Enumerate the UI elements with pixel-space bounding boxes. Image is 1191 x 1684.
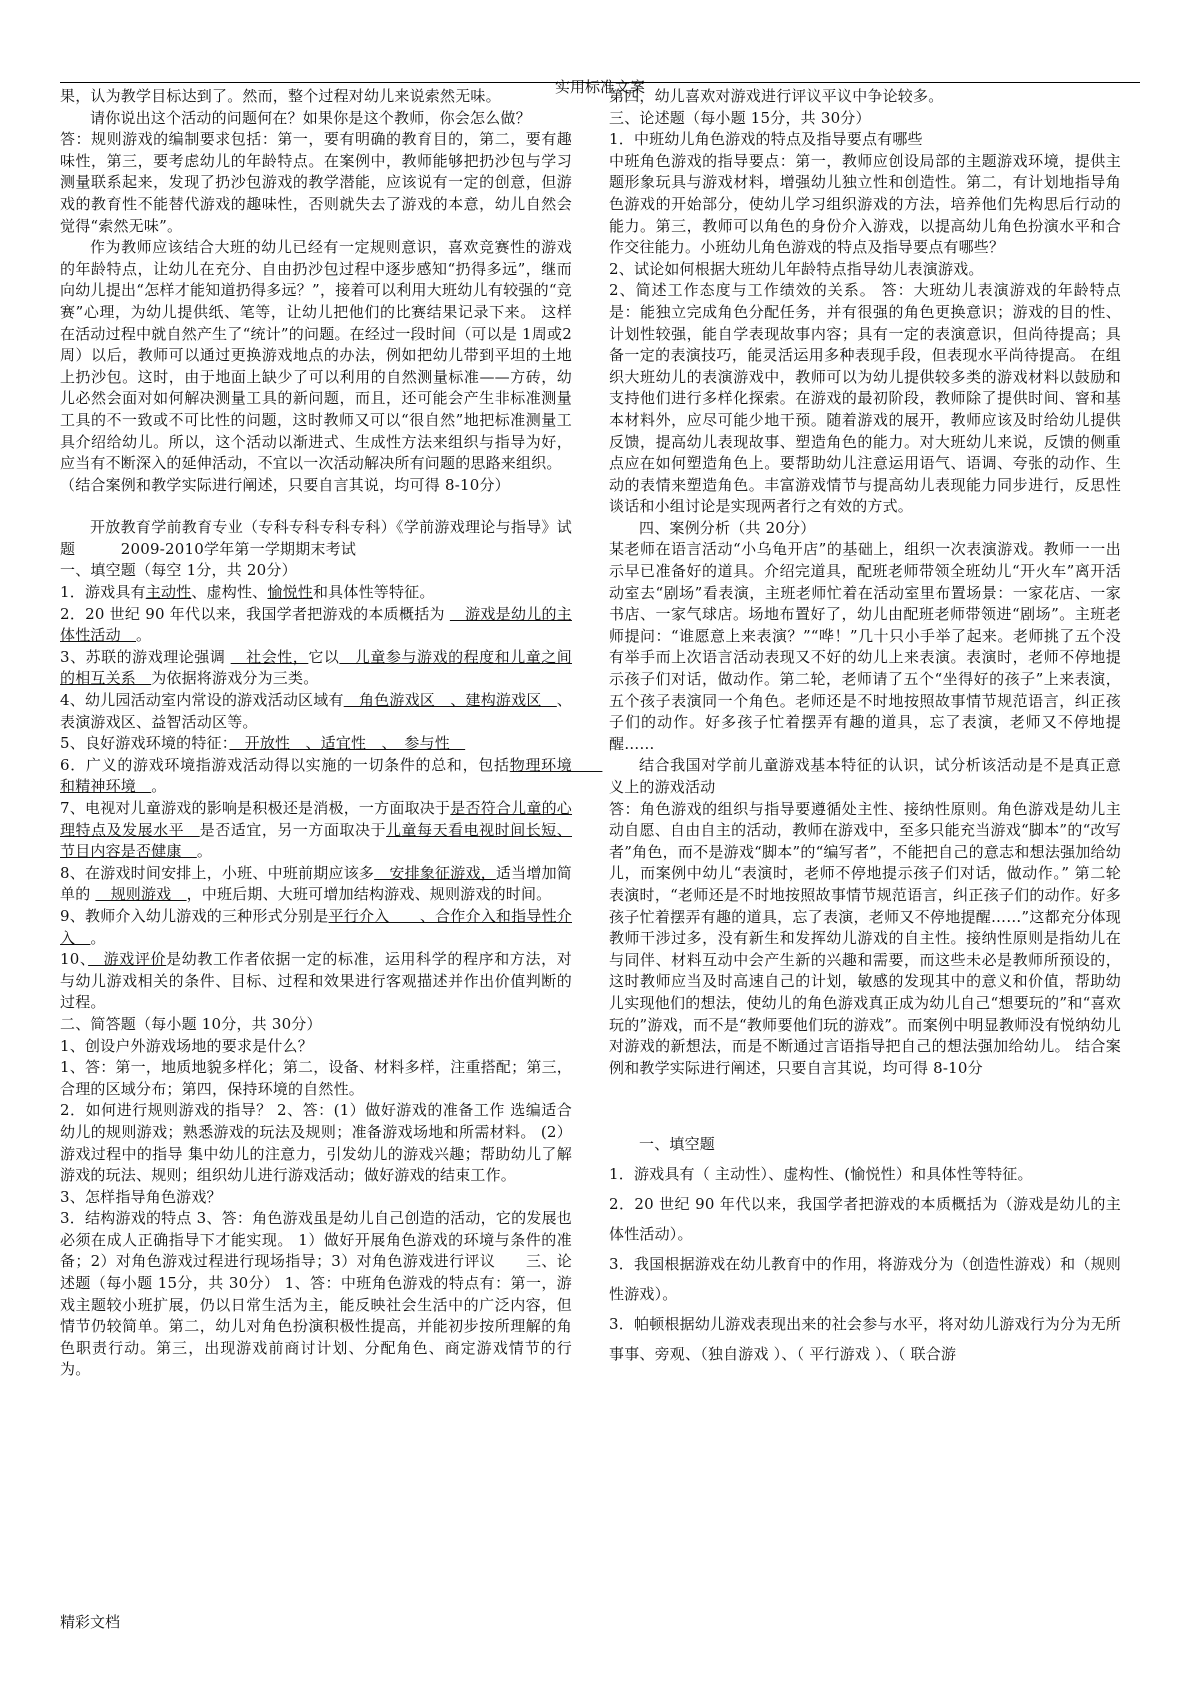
item-text: 和具体性等特征。 — [312, 583, 435, 602]
item-text: 是幼教工作者依据一定的标准，运用科学的程序和方法，对与幼儿游戏相关的条件、目标、过程和效果进行客观描述并作出价值判断的过程。 — [60, 950, 572, 1012]
fill-item — [60, 604, 572, 647]
answer-blank: 游戏是幼儿的主体性活动 — [60, 604, 572, 645]
grading-note: （结合案例和教学实际进行阐述，只要自言其说，均可得 8-10分） — [60, 475, 510, 494]
spacer — [60, 496, 572, 517]
fill-item — [60, 690, 572, 733]
answer: 答：规则游戏的编制要求包括：第一，要有明确的教育目的，第二，要有趣味性，第三，要考虑幼儿的年龄特点。在案例中，教师能够把扔沙包与学习测量联系起来，发现了扔沙包游戏的教学潜能，应该说有一定的创意，但游戏的教育性不能替代游戏的趣味性，否则就失去了游戏的本意，幼儿自然会觉得“索然无味”。 — [60, 130, 572, 235]
fill-item: 1．游戏具有（ 主动性）、虚构性、(愉悦性）和具体性等特征。 — [609, 1165, 1033, 1184]
answer: 2、简述工作态度与工作绩效的关系。 答：大班幼儿表演游戏的年龄特点是：能独立完成角色分配任务，并有很强的角色更换意识；游戏的目的性、计划性较强，能自学表现故事内容；具有一定的表演意识，但尚待提高；具备一定的表演技巧，能灵活运用多种表现手段，但表现水平尚待提高。 在组织大班幼儿的表演游戏中，教师可以为幼儿提供较多类的游戏材料以鼓励和支持他们进行多样化探索。在游戏的最初阶段，教师除了提供时间、窨和基本材料外，应尽可能少地干预。随着游戏的展开，教师应该及时给幼儿提供反馈，提高幼儿表现故事、塑造角色的能力。对大班幼儿来说，反馈的侧重点应在如何塑造角色上。要帮助幼儿注意运用语气、语调、夸张的动作、生动的表情来塑造角色。丰富游戏情节与提高幼儿表现能力同步进行，反思性谈话和小组讨论是实现两者行之有效的方式。 — [609, 281, 1121, 516]
exam-title: 开放教育学前教育专业（专科专科专科专科）《学前游戏理论与指导》试题 2009-2010学年第一学期期末考试 — [60, 518, 572, 558]
answer-blank: 规则游戏 — [95, 885, 187, 904]
fill-item — [60, 906, 572, 949]
question: 结合我国对学前儿童游戏基本特征的认识，试分析该活动是不是真正意义上的游戏活动 — [609, 756, 1121, 796]
question: 1、创设户外游戏场地的要求是什么？ — [60, 1036, 313, 1055]
answer-blank: 平行介入 、合作介入和指导性介入 — [60, 906, 572, 947]
item-text: 它以 — [308, 647, 340, 666]
answer-blank: 游戏评价 — [88, 950, 167, 969]
answer-blank: 安排象征游戏， — [374, 863, 496, 882]
spacer — [609, 1079, 1121, 1129]
answer: 作为教师应该结合大班的幼儿已经有一定规则意识，喜欢竞赛性的游戏的年龄特点，让幼儿在充分、自由扔沙包过程中逐步感知“扔得多远”，继而向幼儿提出“怎样才能知道扔得多远？”，接着可以利用大班幼儿有较强的“竞赛”心理，为幼儿提供纸、笔等，让幼儿把他们的比赛结果记录下来。 这样在活动过程中就自然产生了“统计”的问题。在经过一段时间（可以是 1周或2周）以后，教师可以通过更换游戏地点的办法，例如把幼儿带到平坦的土地上扔沙包。这时，由于地面上缺少了可以利用的自然测量标准——方砖，幼儿必然会面对如何解决测量工具的新问题，而且，还可能会产生非标准测量工具的不一致或不可比性的问题，这时教师又可以“很自然”地把标准测量工具介绍给幼儿。所以，这个活动以渐进式、生成性方法来组织与指导为好，应当有不断深入的延伸活动，不宜以一次活动解决所有问题的思路来组织。 — [60, 238, 572, 473]
question: 请你说出这个活动的问题何在？如果你是这个教师，你会怎么做？ — [90, 108, 531, 127]
item-text: 7、电视对儿童游戏的影响是积极还是消极，一方面取决于 — [60, 799, 451, 817]
item-text: 适当增加简单的 — [60, 863, 572, 904]
item-text: 。 — [151, 777, 167, 796]
question: 3、怎样指导角色游戏？ — [60, 1187, 222, 1206]
item-text: 、表演游戏区、益智活动区等。 — [60, 691, 572, 731]
answer-blank: 角色游戏区 、建构游戏区 — [343, 691, 557, 710]
answer: 中班角色游戏的指导要点：第一，教师应创设局部的主题游戏环境，提供主题形象玩具与游戏材料，增强幼儿独立性和创造性。第二，有计划地指导角色游戏的开始部分，使幼儿学习组织游戏的方法，培养他们先构思后行动的能力。第三，教师可以角色的身份介入游戏，以提高幼儿角色扮演水平和合作交往能力。小班幼儿角色游戏的特点及指导要点有哪些？ — [609, 151, 1121, 257]
answer-blank: 物理环境 和精神环境 — [60, 755, 603, 796]
answer-blank: 开放性 、适宜性 、 参与性 — [229, 734, 466, 753]
item-text: 为依据将游戏分为三类。 — [151, 669, 319, 688]
item-text: 5、良好游戏环境的特征： — [60, 734, 230, 753]
item-text: 。 — [196, 842, 213, 861]
fill-item — [60, 755, 603, 798]
answer-blank: 社会性， — [230, 647, 309, 666]
item-text: 2．20 世纪 90 年代以来，我国学者把游戏的本质概括为 — [60, 604, 450, 623]
page-footer: 精彩文档 — [60, 1613, 121, 1631]
answer: 3．结构游戏的特点 3、答：角色游戏虽是幼儿自己创造的活动，它的发展也必须在成人正确指导下才能实现。 1）做好开展角色游戏的环境与条件的准备；2）对角色游戏过程进行现场指导；3）对角色游戏进行评议 三、论述题（每小题 15分，共 30分） 1、答：中班角色游戏的特点有：第一，游戏主题较小班扩展，仍以日常生活为主，能反映社会生活中的广泛内容，但情节仍较简单。第二，幼儿对角色扮演积极性提高，并能初步按所理解的角色职责行动。第三，出现游戏前商讨计划、分配角色、商定游戏情节的行为。 — [60, 1209, 572, 1379]
item-text: 8、在游戏时间安排上，小班、中班前期应该多 — [60, 863, 375, 882]
right-column — [609, 86, 1121, 1369]
question: 1．中班幼儿角色游戏的特点及指导要点有哪些 — [609, 130, 923, 149]
answer-blank: 儿童参与游戏的程度和儿童之间的相互关系 — [60, 647, 572, 688]
section-heading: 二、简答题（每小题 10分，共 30分） — [60, 1014, 322, 1033]
section-heading: 四、案例分析（共 20分） — [639, 518, 816, 537]
fill-item — [60, 582, 572, 604]
header-divider — [60, 82, 1140, 83]
item-text: 10、 — [60, 950, 89, 969]
fill-item: 3．帕顿根据幼儿游戏表现出来的社会参与水平，将对幼儿游戏行为分为无所事事、旁观、（独自游戏 ）、（ 平行游戏 ）、（ 联合游 — [609, 1315, 1121, 1364]
answer-blank: 是否符合儿童的心理特点及发展水平 — [60, 799, 573, 839]
fill-item: 3．我国根据游戏在幼儿教育中的作用，将游戏分为（创造性游戏）和（规则性游戏）。 — [609, 1255, 1121, 1304]
section-heading: 三、论述题（每小题 15分，共 30分） — [609, 108, 871, 127]
page-header: 实用标准文案 — [554, 78, 645, 96]
answer-blank: 儿童每天看电视时间长短、节目内容是否健康 — [60, 820, 572, 861]
item-text: 是否适宜，另一方面取决于 — [199, 820, 387, 839]
fill-item — [60, 647, 572, 690]
fill-item — [60, 949, 572, 1014]
item-text: ，中班后期、大班可增加结构游戏、规则游戏的时间。 — [186, 885, 552, 904]
item-text: 4、幼儿园活动室内常设的游戏活动区域有 — [60, 691, 344, 710]
left-column — [60, 86, 603, 1381]
case-description: 某老师在语言活动“小乌龟开店”的基础上，组织一次表演游戏。教师一一出示早已准备好的道具。介绍完道具，配班老师带领全班幼儿“开火车”离开活动室去“剧场”看表演，主班老师忙着在活动室里布置场景：一家花店、一家书店、一家气球店。场地布置好了，幼儿由配班老师带领进“剧场”。主班老师提问：“谁愿意上来表演？”“哗！”几十只小手举了起来。老师挑了五个没有举手而上次语言活动表现又不好的幼儿上来表演。表演时，老师不停地提示孩子们对话，做动作。第二轮，老师请了五个“坐得好的孩子”上来表演，五个孩子表演同一个角色。老师还是不时地按照故事情节规范语言，纠正孩子们的动作。好多孩子忙着摆弄有趣的道具，忘了表演，老师又不停地提醒…… — [609, 540, 1121, 753]
answer-blank: 愉悦性 — [267, 583, 313, 602]
paragraph: 果，认为教学目标达到了。然而，整个过程对幼儿来说索然无味。 — [60, 87, 501, 105]
item-text: 9、教师介入幼儿游戏的三种形式分别是 — [60, 906, 329, 925]
section-heading: 一、填空题（每空 1分，共 20分） — [60, 561, 297, 580]
item-text: 6．广义的游戏环境指游戏活动得以实施的一切条件的总和，包括 — [60, 755, 510, 774]
paragraph: 第四，幼儿喜欢对游戏进行评议平议中争论较多。 — [609, 87, 944, 105]
fill-item — [60, 733, 572, 755]
item-text: 3、苏联的游戏理论强调 — [60, 647, 231, 666]
answer: 答：角色游戏的组织与指导要遵循处主性、接纳性原则。角色游戏是幼儿主动自愿、自由自主的活动，教师在游戏中，至多只能充当游戏“脚本”的“改写者”角色，而不是游戏“脚本”的“编写者”，不能把自己的意志和想法强加给幼儿，而案例中幼儿“表演时，老师不停地提示孩子们对话，做动作。” 第二轮表演时，“老师还是不时地按照故事情节规范语言，纠正孩子们的动作。好多孩子忙着摆弄有趣的道具，忘了表演，老师又不停地提醒……”这都充分体现教师干涉过多，没有新生和发挥幼儿游戏的自主性。接纳性原则是指幼儿在与同伴、材料互动中会产生新的兴趣和需要，而这些未必是教师所预设的，这时教师应当及时高速自己的计划，敏感的发现其中的意义和价值，帮助幼儿实现他们的想法，使幼儿的角色游戏真正成为幼儿自己“想要玩的”和“喜欢玩的”游戏，而不是“教师要他们玩的游戏”。而案例中明显教师没有悦纳幼儿对游戏的新想法，而是不断通过言语指导把自己的想法强加给幼儿。 结合案例和教学实际进行阐述，只要自言其说，均可得 8-10分 — [609, 799, 1121, 1077]
item-text: 。 — [136, 626, 152, 645]
fill-item — [60, 863, 572, 906]
item-text: 。 — [90, 928, 106, 947]
section-heading: 一、填空题 — [639, 1135, 716, 1154]
fill-item — [60, 798, 572, 863]
answer: 2．如何进行规则游戏的指导？ 2、答：(1）做好游戏的准备工作 选编适合幼儿的规则游戏；熟悉游戏的玩法及规则；准备游戏场地和所需材料。 (2）游戏过程中的指导 集中幼儿的注意力，引发幼儿的游戏兴趣；帮助幼儿了解游戏的玩法、规则；组织幼儿进行游戏活动；做好游戏的结束工作。 — [60, 1101, 572, 1185]
question: 2、试论如何根据大班幼儿年龄特点指导幼儿表演游戏。 — [609, 259, 984, 278]
answer-blank: 主动性 — [145, 583, 192, 602]
item-text: 、虚构性、 — [191, 583, 268, 602]
answer: 1、答：第一，地质地貌多样化；第二，设备、材料多样，注重搭配；第三，合理的区域分布；第四，保持环境的自然性。 — [60, 1058, 572, 1098]
item-text: 1．游戏具有 — [60, 583, 146, 602]
fill-item: 2．20 世纪 90 年代以来，我国学者把游戏的本质概括为（游戏是幼儿的主体性活动）。 — [609, 1195, 1121, 1244]
